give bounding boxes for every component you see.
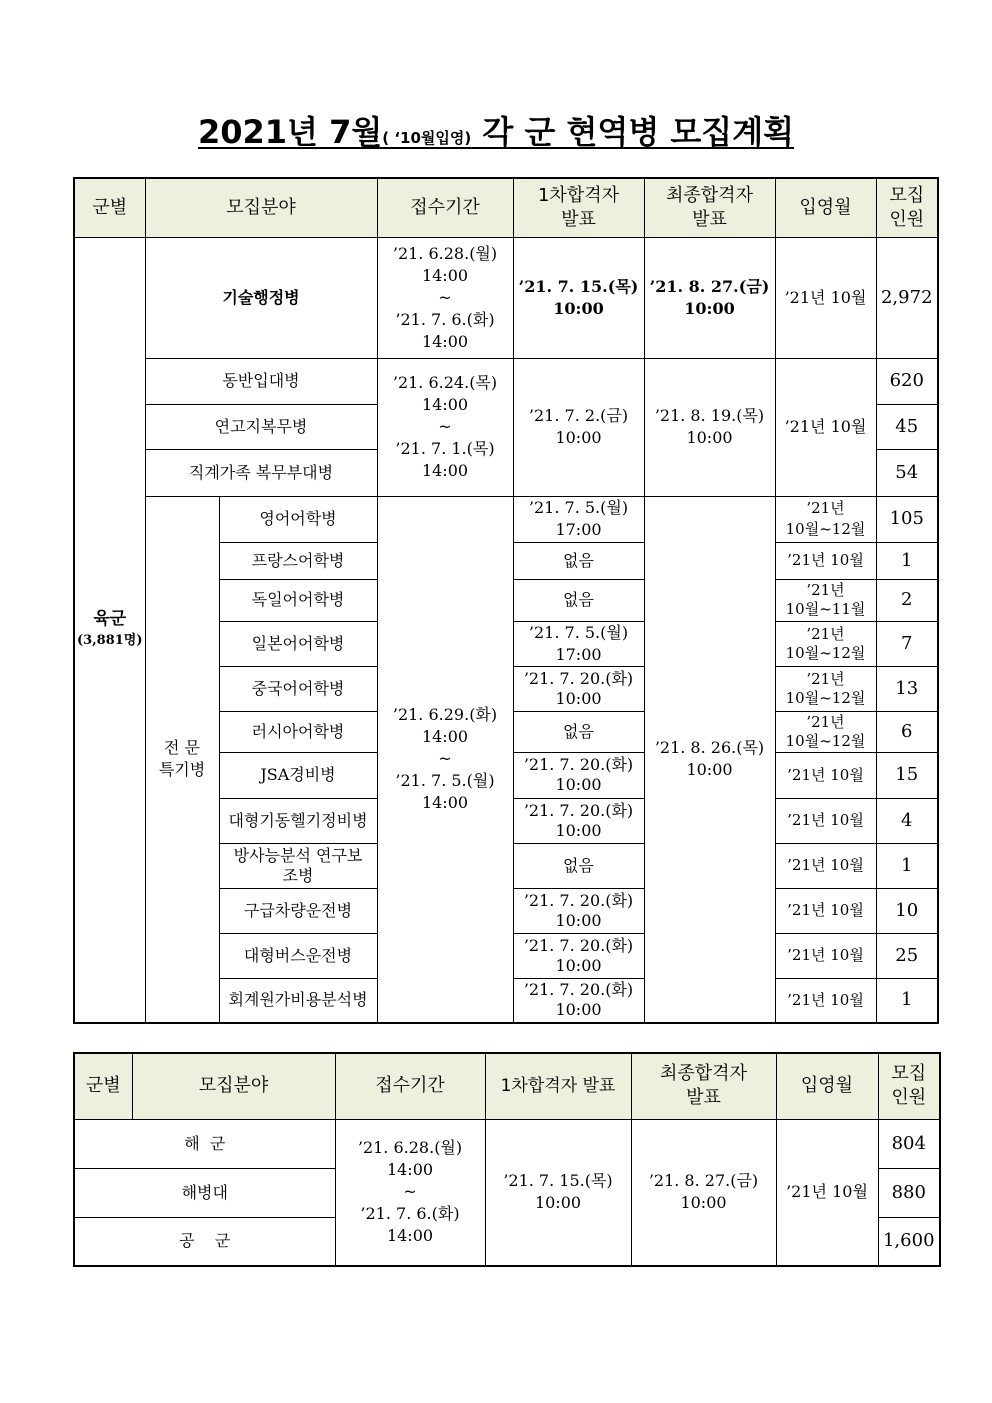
- sp-count: 13: [876, 666, 938, 711]
- sp-month: ’21년 10월: [775, 843, 876, 888]
- sp-field: 일본어어학병: [219, 621, 377, 666]
- sp-count: 15: [876, 752, 938, 798]
- sp-field: 회계원가비용분석병: [219, 978, 377, 1023]
- army-name: 육군: [93, 609, 127, 630]
- header-month: 입영월: [775, 178, 876, 237]
- g2-month: ’21년 10월: [775, 358, 876, 496]
- army-cell: [74, 237, 145, 1023]
- header-branch: 군별: [74, 178, 145, 237]
- header-month: 입영월: [776, 1053, 878, 1119]
- sp-month: ’21년 10월~12월: [775, 496, 876, 542]
- header-row: [74, 178, 938, 237]
- sp-first: 없음: [513, 579, 644, 621]
- sp-first: ’21. 7. 5.(월) 17:00: [513, 621, 644, 666]
- sp-field: 대형버스운전병: [219, 933, 377, 978]
- navy-count: 804: [878, 1119, 940, 1168]
- sp-count: 10: [876, 888, 938, 933]
- sp-first: ’21. 7. 20.(화) 10:00: [513, 798, 644, 843]
- marines-name: 해병대: [74, 1168, 335, 1217]
- army-total: (3,881명): [76, 633, 143, 649]
- sp-first: ’21. 7. 20.(화) 10:00: [513, 752, 644, 798]
- sp-field: 영어어학병: [219, 496, 377, 542]
- g2-field: 연고지복무병: [145, 404, 377, 449]
- navy-name: 해 군: [74, 1119, 335, 1168]
- sp-month: ’21년 10월: [775, 978, 876, 1023]
- header-period: 접수기간: [335, 1053, 485, 1119]
- tech-final: ’21. 8. 27.(금) 10:00: [644, 237, 775, 358]
- sp-month: ’21년 10월: [775, 888, 876, 933]
- others-first: ’21. 7. 15.(목) 10:00: [485, 1119, 631, 1266]
- g2-period: ’21. 6.24.(목) 14:00 ~ ’21. 7. 1.(목) 14:00: [377, 358, 513, 496]
- special-final: ’21. 8. 26.(목) 10:00: [644, 496, 775, 1023]
- table-row: [74, 1119, 940, 1168]
- sp-first: ’21. 7. 20.(화) 10:00: [513, 666, 644, 711]
- sp-field: 프랑스어학병: [219, 542, 377, 579]
- sp-count: 4: [876, 798, 938, 843]
- title-date: 2021년 7월: [197, 113, 383, 151]
- tech-period: ’21. 6.28.(월) 14:00 ~ ’21. 7. 6.(화) 14:00: [377, 237, 513, 358]
- other-branches-table: [73, 1052, 941, 1267]
- sp-first: ’21. 7. 20.(화) 10:00: [513, 888, 644, 933]
- sp-first: 없음: [513, 542, 644, 579]
- header-count: 모집 인원: [876, 178, 938, 237]
- sp-month: ’21년 10월~12월: [775, 711, 876, 752]
- airforce-name: 공 군: [74, 1217, 335, 1266]
- header-first: 1차합격자 발표: [513, 178, 644, 237]
- sp-count: 105: [876, 496, 938, 542]
- sp-month: ’21년 10월~11월: [775, 579, 876, 621]
- header-field: 모집분야: [132, 1053, 335, 1119]
- tech-month: ’21년 10월: [775, 237, 876, 358]
- airforce-count: 1,600: [878, 1217, 940, 1266]
- header-branch: 군별: [74, 1053, 132, 1119]
- table-row: [74, 237, 938, 358]
- g2-count: 620: [876, 358, 938, 404]
- sp-first: 없음: [513, 711, 644, 752]
- title-sub: ( ‘10월입영): [382, 129, 472, 147]
- sp-field: 방사능분석 연구보 조병: [219, 843, 377, 888]
- sp-month: ’21년 10월~12월: [775, 666, 876, 711]
- sp-field: 중국어어학병: [219, 666, 377, 711]
- tech-field: 기술행정병: [145, 237, 377, 358]
- sp-field: JSA경비병: [219, 752, 377, 798]
- sp-first: ’21. 7. 20.(화) 10:00: [513, 933, 644, 978]
- sp-first: ’21. 7. 5.(월) 17:00: [513, 496, 644, 542]
- sp-month: ’21년 10월~12월: [775, 621, 876, 666]
- others-month: ’21년 10월: [776, 1119, 878, 1266]
- header-field: 모집분야: [145, 178, 377, 237]
- title-text: 각 군 현역병 모집계획: [482, 113, 795, 151]
- g2-field: 동반입대병: [145, 358, 377, 404]
- g2-field: 직계가족 복무부대병: [145, 449, 377, 496]
- header-count: 모집 인원: [878, 1053, 940, 1119]
- sp-field: 독일어어학병: [219, 579, 377, 621]
- g2-count: 45: [876, 404, 938, 449]
- sp-field: 러시아어학병: [219, 711, 377, 752]
- sp-count: 6: [876, 711, 938, 752]
- sp-count: 25: [876, 933, 938, 978]
- header-row: [74, 1053, 940, 1119]
- sp-first: 없음: [513, 843, 644, 888]
- sp-count: 2: [876, 579, 938, 621]
- sp-count: 7: [876, 621, 938, 666]
- tech-count: 2,972: [876, 237, 938, 358]
- header-period: 접수기간: [377, 178, 513, 237]
- sp-field: 대형기동헬기정비병: [219, 798, 377, 843]
- sp-count: 1: [876, 978, 938, 1023]
- sp-month: ’21년 10월: [775, 752, 876, 798]
- header-final: 최종합격자 발표: [631, 1053, 776, 1119]
- marines-count: 880: [878, 1168, 940, 1217]
- sp-month: ’21년 10월: [775, 798, 876, 843]
- sp-field: 구급차량운전병: [219, 888, 377, 933]
- sp-count: 1: [876, 542, 938, 579]
- sp-count: 1: [876, 843, 938, 888]
- header-final: 최종합격자 발표: [644, 178, 775, 237]
- table-row: [74, 358, 938, 404]
- sp-month: ’21년 10월: [775, 933, 876, 978]
- others-final: ’21. 8. 27.(금) 10:00: [631, 1119, 776, 1266]
- page-title: [0, 112, 992, 158]
- g2-first: ’21. 7. 2.(금) 10:00: [513, 358, 644, 496]
- army-table: [73, 177, 939, 1024]
- others-period: ’21. 6.28.(월) 14:00 ~ ’21. 7. 6.(화) 14:00: [335, 1119, 485, 1266]
- sp-month: ’21년 10월: [775, 542, 876, 579]
- special-label: 전 문 특기병: [145, 496, 219, 1023]
- special-period: ’21. 6.29.(화) 14:00 ~ ’21. 7. 5.(월) 14:00: [377, 496, 513, 1023]
- sp-first: ’21. 7. 20.(화) 10:00: [513, 978, 644, 1023]
- header-first: 1차합격자 발표: [485, 1053, 631, 1119]
- table-row: [74, 496, 938, 542]
- tech-first: ’21. 7. 15.(목) 10:00: [513, 237, 644, 358]
- g2-final: ’21. 8. 19.(목) 10:00: [644, 358, 775, 496]
- g2-count: 54: [876, 449, 938, 496]
